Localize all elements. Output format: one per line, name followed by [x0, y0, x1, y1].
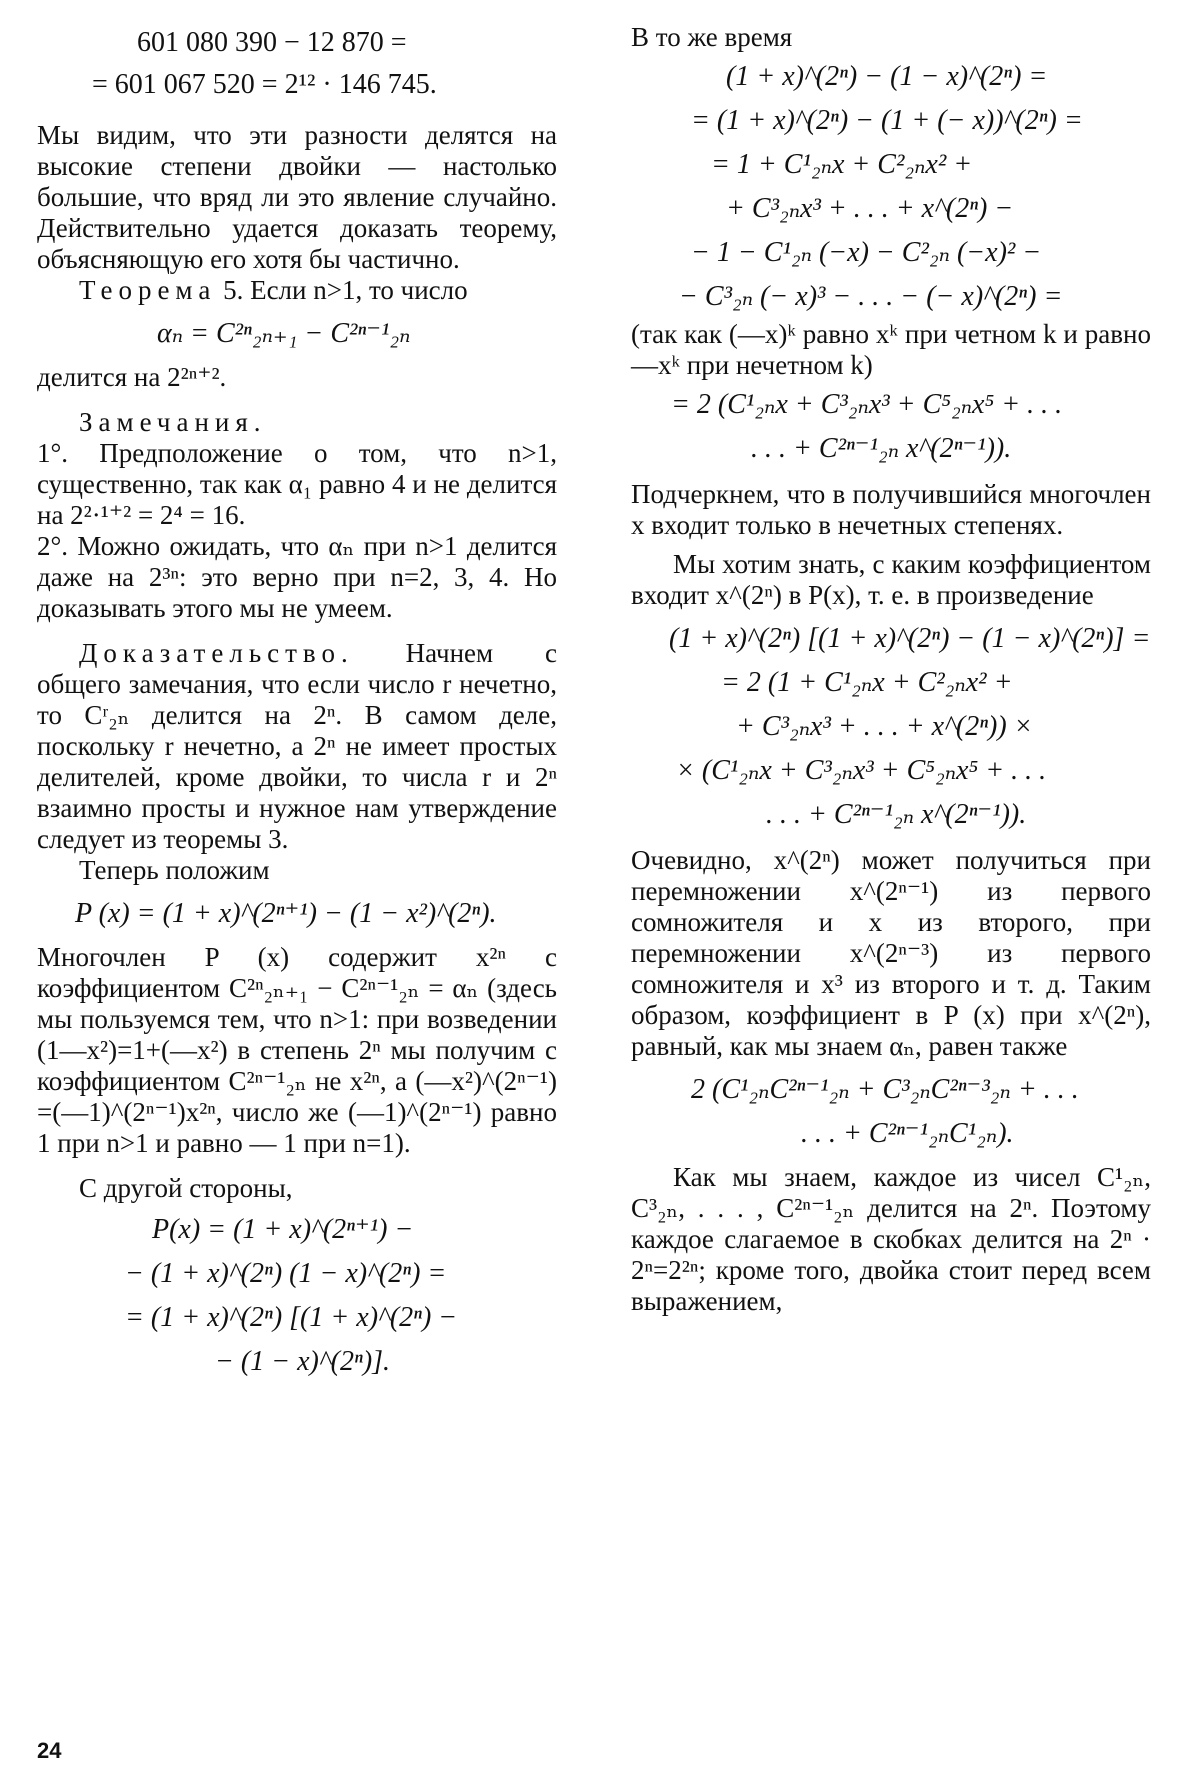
equation-alpha: αₙ = C²ⁿ₂ₙ₊₁ − C²ⁿ⁻¹₂ₙ [157, 318, 411, 349]
remarks-heading: Замечания. [79, 407, 267, 437]
equation-line: . . . + C²ⁿ⁻¹₂ₙC¹₂ₙ). [801, 1118, 1014, 1149]
proof-text: Начнем с общего замечания, что если число r нечетно, то Cʳ₂ₙ делится на 2ⁿ. В самом деле, поскольку r нечетно, а 2ⁿ не имеет простых делителей, кроме двойки, то числа r и 2ⁿ взаимно просты и нужное нам утверждение следует из теоремы 3. [37, 638, 557, 854]
paragraph-emphasize: Подчеркнем, что в получившийся многочлен x входит только в нечетных степенях. [631, 479, 1151, 540]
page-number: 24 [37, 1738, 62, 1763]
equation-line: − 1 − C¹₂ₙ (−x) − C²₂ₙ (−x)² − [691, 237, 1042, 268]
equation-line: P(x) = (1 + x)^(2ⁿ⁺¹) − [152, 1214, 414, 1245]
equation-line: − (1 + x)^(2ⁿ) (1 − x)^(2ⁿ) = [125, 1258, 447, 1289]
equation-line: (1 + x)^(2ⁿ) [(1 + x)^(2ⁿ) − (1 − x)^(2ⁿ)] = [669, 623, 1151, 654]
equation-line: = 2 (1 + C¹₂ₙx + C²₂ₙx² + [721, 667, 1013, 698]
equation-line: + C³₂ₙx³ + . . . + x^(2ⁿ) − [726, 193, 1014, 224]
right-column [631, 22, 1151, 1317]
proof-paragraph [37, 638, 557, 855]
paragraph-want: Мы хотим знать, с каким коэффициентом входит x^(2ⁿ) в P(x), т. е. в произведение [631, 549, 1151, 610]
paragraph-let: Теперь положим [79, 855, 270, 885]
paragraph-polynomial: Многочлен P (x) содержит x²ⁿ с коэффициентом C²ⁿ₂ₙ₊₁ − C²ⁿ⁻¹₂ₙ = αₙ (здесь мы пользуемся тем, что n>1: при возведении (1—x²)=1+(—x²) в степень 2ⁿ мы получим с коэффициентом C²ⁿ⁻¹₂ₙ не x²ⁿ, а (—x²)^(2ⁿ⁻¹) =(—1)^(2ⁿ⁻¹)x²ⁿ, число же (—1)^(2ⁿ⁻¹) равно 1 при n>1 и равно — 1 при n=1). [37, 942, 557, 1158]
paragraph-since: (так как (—x)ᵏ равно xᵏ при четном k и равно —xᵏ при нечетном k) [631, 319, 1151, 380]
equation-line: = (1 + x)^(2ⁿ) [(1 + x)^(2ⁿ) − [125, 1302, 458, 1333]
equation-line: + C³₂ₙx³ + . . . + x^(2ⁿ)) × [736, 711, 1033, 742]
theorem-text: 5. Если n>1, то число [216, 275, 468, 305]
equation-line: 2 (C¹₂ₙC²ⁿ⁻¹₂ₙ + C³₂ₙC²ⁿ⁻³₂ₙ + . . . [691, 1074, 1079, 1105]
equation-line: = (1 + x)^(2ⁿ) − (1 + (− x))^(2ⁿ) = [691, 105, 1083, 136]
proof-label: Доказательство. [79, 638, 354, 668]
paragraph-obviously: Очевидно, x^(2ⁿ) может получиться при перемножении x^(2ⁿ⁻¹) из первого сомножителя и x из второго, при перемножении x^(2ⁿ⁻³) из первого сомножителя и x³ из второго и т. д. Таким образом, коэффициент в P (x) при x^(2ⁿ), равный, как мы знаем αₙ, равен также [631, 845, 1151, 1061]
paragraph-differences: Мы видим, что эти разности делятся на высокие степени двойки — настолько большие, что вряд ли это явление случайно. Действительно удается доказать теорему, объясняющую его хотя бы частично. [37, 120, 557, 274]
equation-line: 601 080 390 − 12 870 = [137, 27, 407, 58]
equation-line: − C³₂ₙ (− x)³ − . . . − (− x)^(2ⁿ) = [679, 281, 1063, 312]
paragraph-same-time: В то же время [631, 22, 793, 52]
paragraph-other-side: С другой стороны, [79, 1173, 293, 1203]
equation-line: = 601 067 520 = 2¹² · 146 745. [92, 69, 437, 100]
left-column [37, 22, 557, 1384]
equation-line: × (C¹₂ₙx + C³₂ₙx³ + C⁵₂ₙx⁵ + . . . [676, 755, 1047, 786]
equation-line: − (1 − x)^(2ⁿ)]. [215, 1346, 391, 1377]
equation-line: = 1 + C¹₂ₙx + C²₂ₙx² + [711, 149, 973, 180]
paragraph-last: Как мы знаем, каждое из чисел C¹₂ₙ, C³₂ₙ, . . . , C²ⁿ⁻¹₂ₙ делится на 2ⁿ. Поэтому каждое слагаемое в скобках делится на 2ⁿ · 2ⁿ=2²ⁿ; кроме того, двойка стоит перед всем выражением, [631, 1162, 1151, 1316]
equation-line: = 2 (C¹₂ₙx + C³₂ₙx³ + C⁵₂ₙx⁵ + . . . [671, 389, 1063, 420]
remark-2: 2°. Можно ожидать, что αₙ при n>1 делится даже на 2³ⁿ: это верно при n=2, 3, 4. Но доказывать этого мы не умеем. [37, 531, 557, 623]
equation-line: . . . + C²ⁿ⁻¹₂ₙ x^(2ⁿ⁻¹)). [766, 799, 1027, 830]
paragraph-divides: делится на 2²ⁿ⁺². [37, 362, 227, 392]
equation-P: P (x) = (1 + x)^(2ⁿ⁺¹) − (1 − x²)^(2ⁿ). [75, 898, 497, 929]
equation-line: (1 + x)^(2ⁿ) − (1 − x)^(2ⁿ) = [726, 61, 1048, 92]
theorem-statement [37, 275, 557, 306]
theorem-label: Теорема [79, 275, 217, 305]
remark-1: 1°. Предположение о том, что n>1, существенно, так как α₁ равно 4 и не делится на 2²·¹⁺² = 2⁴ = 16. [37, 438, 557, 530]
equation-line: . . . + C²ⁿ⁻¹₂ₙ x^(2ⁿ⁻¹)). [751, 433, 1012, 464]
